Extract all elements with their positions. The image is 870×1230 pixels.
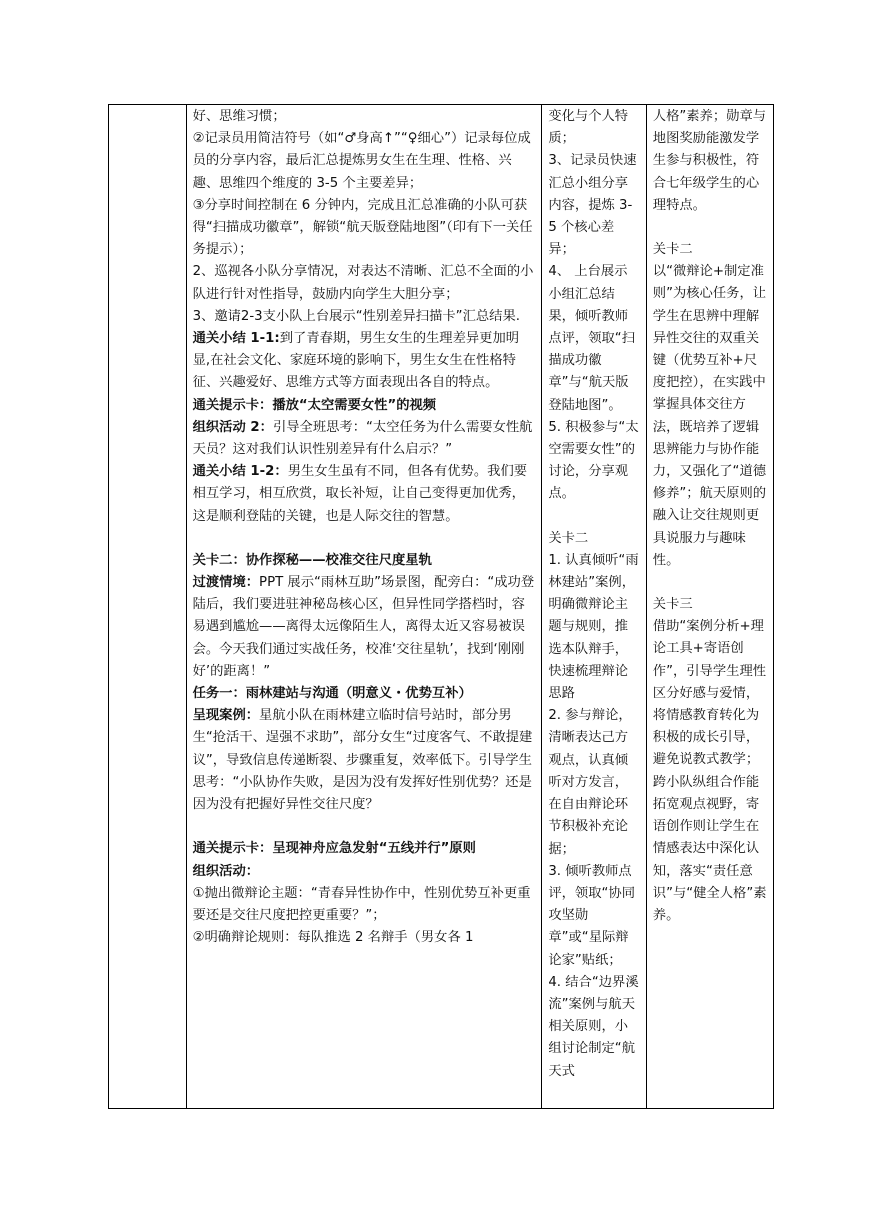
bold-lead: 组织活动 2： xyxy=(192,419,273,435)
paragraph-text: ②明确辩论规则：每队推选 2 名辩手（男女各 1 xyxy=(192,930,474,946)
paragraph xyxy=(548,150,639,261)
stage-column-cell xyxy=(109,105,187,1109)
paragraph-text: 3. 倾听教师点评，领取“协同攻坚勋章”或“星际辩论家”贴纸； xyxy=(548,863,635,968)
bold-lead: 通关提示卡：呈现神舟应急发射“五线并行”原则 xyxy=(192,841,476,857)
paragraph xyxy=(548,550,639,705)
paragraph-text: 引导全班思考：“太空任务为什么需要女性航天员？这对我们认识性别差异有什么启示？” xyxy=(192,419,533,458)
paragraph xyxy=(548,106,639,150)
paragraph xyxy=(548,705,639,860)
bold-lead: 通关提示卡：播放“太空需要女性”的视频 xyxy=(192,397,437,413)
bold-lead: 组织活动： xyxy=(192,863,260,879)
paragraph-text: PPT 展示“雨林互助”场景图，配旁白：“成功登陆后，我们要进驻神秘岛核心区，但异性同学搭档时，容易遇到尴尬——离得太远像陌生人，离得太近又容易被误会。今天我们通过实战任务，校准‘交往星轨’，找到‘刚刚好’的距离！” xyxy=(192,575,535,679)
paragraph xyxy=(653,106,767,217)
paragraph-text: 5. 积极参与“太空需要女性”的讨论，分享观点。 xyxy=(548,419,639,502)
paragraph-text: 到了青春期，男生女生的生理差异更加明显,在社会文化、家庭环境的影响下，男生女生在性格特征、兴趣爱好、思维方式等方面表现出各自的特点。 xyxy=(192,331,520,391)
paragraph-text: 2. 参与辩论，清晰表达己方观点，认真倾听对方发言，在自由辩论环节积极补充论据； xyxy=(548,708,632,857)
bold-lead: 任务一：雨林建站与沟通（明意义・优势互补） xyxy=(192,686,472,702)
paragraph-text: 2、巡视各小队分享情况，对表达不清晰、汇总不全面的小队进行针对性指导，鼓励内向学生大胆分享； xyxy=(192,264,534,302)
paragraph-text: ①抛出微辩论主题：“青春异性协作中，性别优势互补更重要还是交往尺度把控更重要？”； xyxy=(192,885,531,923)
student-activity-cell xyxy=(542,105,646,1109)
paragraph-text: 3、记录员快速汇总小组分享内容，提炼 3-5 个核心差异； xyxy=(548,153,637,258)
paragraph-text: 关卡二 xyxy=(548,530,589,546)
paragraph-text: 关卡三 xyxy=(652,597,693,613)
paragraph-text: 借助“案例分析+理论工具+寄语创作”，引导学生理性区分好感与爱情，将情感教育转化为积极的成长引导，避免说教式教学；跨小队纵组合作能拓宽观点视野，寄语创作则让学生在情感表达中深化认知，落实“责任意识”与“健全人格”素养。 xyxy=(652,619,767,923)
bold-lead: 过渡情境： xyxy=(192,575,260,591)
paragraph xyxy=(193,838,536,860)
paragraph-text: 男生女生虽有不同，但各有优势。我们要相互学习，相互欣赏，取长补短，让自己变得更加优秀，这是顺利登陆的关键，也是人际交往的智慧。 xyxy=(192,464,528,524)
paragraph xyxy=(193,550,536,572)
paragraph xyxy=(193,683,536,705)
paragraph xyxy=(548,417,639,506)
paragraph-text: ③分享时间控制在 6 分钟内，完成且汇总准确的小队可获得“扫描成功徽章”，解锁“航天版登陆地图”（印有下一关任务提示）； xyxy=(192,197,533,258)
paragraph xyxy=(193,106,536,128)
paragraph xyxy=(193,927,536,949)
paragraph xyxy=(548,972,639,1083)
paragraph xyxy=(193,328,536,395)
paragraph-text: 以“微辩论+制定准则”为核心任务，让学生在思辨中理解异性交往的双重关键（优势互补+尺度把控），在实践中掌握具体交往方法，既培养了逻辑思辨能力与协作能力，又强化了“道德修养”；航天原则的融入让交往规则更具说服力与趣味性。 xyxy=(652,264,767,568)
paragraph xyxy=(193,883,536,927)
paragraph-text: ②记录员用简洁符号（如“♂身高↑”“♀细心”）记录每位成员的分享内容，最后汇总提炼男女生在生理、性格、兴趣、思维四个维度的 3-5 个主要差异； xyxy=(192,131,531,191)
paragraph xyxy=(653,594,767,616)
bold-lead: 通关小结 1-1: xyxy=(192,331,280,347)
paragraph xyxy=(193,128,536,195)
paragraph-gap xyxy=(653,572,767,594)
paragraph-text: 4. 结合“边界溪流”案例与航天相关原则，小组讨论制定“航天式 xyxy=(548,974,639,1079)
lesson-plan-table xyxy=(108,104,774,1109)
paragraph-text: 4、 上台展示小组汇总结果，倾听教师点评，领取“扫描成功徽章”与“航天版登陆地图”。 xyxy=(548,264,635,413)
paragraph xyxy=(193,461,536,528)
paragraph xyxy=(193,861,536,883)
table-row xyxy=(109,105,774,1109)
paragraph-text: 人格”素养；勋章与地图奖励能激发学生参与积极性，符合七年级学生的心理特点。 xyxy=(652,109,767,213)
teacher-activity-cell xyxy=(186,105,542,1109)
paragraph xyxy=(193,417,536,461)
paragraph-text: 1. 认真倾听“雨林建站”案例，明确微辩论主题与规则，推选本队辩手，快速梳理辩论思路 xyxy=(548,552,639,702)
design-intent-cell xyxy=(646,105,773,1109)
paragraph xyxy=(193,261,536,305)
paragraph xyxy=(193,572,536,683)
paragraph xyxy=(193,306,536,328)
paragraph-text: 3、邀请2-3支小队上台展示“性别差异扫描卡”汇总结果. xyxy=(192,308,520,324)
paragraph xyxy=(548,261,639,416)
paragraph-gap xyxy=(193,528,536,550)
paragraph xyxy=(548,861,639,972)
paragraph xyxy=(193,195,536,262)
paragraph-text: 关卡二 xyxy=(652,242,693,258)
bold-lead: 关卡二：协作探秘——校准交往尺度星轨 xyxy=(192,552,432,568)
paragraph xyxy=(193,705,536,816)
bold-lead: 呈现案例： xyxy=(192,708,260,724)
paragraph-text: 好、思维习惯； xyxy=(192,109,286,124)
paragraph-text: 变化与个人特质； xyxy=(548,109,629,147)
paragraph xyxy=(193,395,536,417)
paragraph-gap xyxy=(193,816,536,838)
paragraph-gap xyxy=(548,506,639,528)
paragraph-text: 星航小队在雨林建立临时信号站时，部分男生“抢活干、逞强不求助”，部分女生“过度客气、不敢提建议”，导致信息传递断裂、步骤重复，效率低下。引导学生思考：“小队协作失败，是因为没有发挥好性别优势？还是因为没有把握好异性交往尺度？ xyxy=(192,708,533,813)
paragraph xyxy=(653,616,767,927)
paragraph-gap xyxy=(653,217,767,239)
paragraph xyxy=(653,239,767,261)
bold-lead: 通关小结 1-2： xyxy=(192,464,288,480)
paragraph xyxy=(548,528,639,550)
paragraph xyxy=(653,261,767,572)
